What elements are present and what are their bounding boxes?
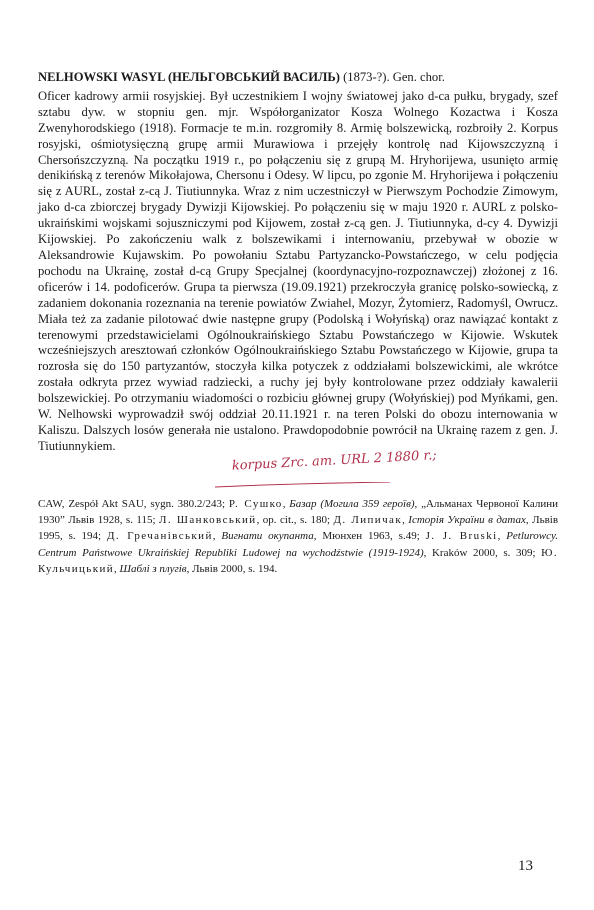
entry-name: NELHOWSKI WASYL (НЕЛЬГОВСЬКИЙ ВАСИЛЬ)	[38, 70, 340, 84]
handwritten-annotation: korpus Zrc. am. URL 2 1880 r.;	[231, 448, 438, 474]
source-author: Р. Сушко	[228, 498, 283, 510]
source-text: , Мюнхен 1963, s.49;	[313, 530, 426, 543]
source-author: Л. Шанковський	[159, 514, 257, 527]
source-text: , „Альманах Червоної Калини 1930” Львів 1928, s. 115;	[38, 498, 558, 527]
source-text: , op. cit., s. 180;	[256, 514, 334, 527]
source-title: Petlurowcy. Centrum Państwowe Ukraińskiej Republiki Ludowej na wychodźstwie (1919-1924)	[38, 530, 559, 559]
sources-section	[38, 496, 558, 577]
biography-entry	[38, 70, 558, 455]
source-title: Історія України в датах	[408, 514, 526, 527]
source-text: , Львів 1995, s. 194;	[38, 514, 559, 543]
annotation-underline	[215, 482, 390, 488]
entry-dates-rank: (1873-?). Gen. chor.	[339, 70, 445, 84]
entry-heading	[38, 70, 558, 86]
source-text: , Львів 2000, s. 194.	[186, 562, 278, 575]
source-author: Ю. Кульчицький	[38, 546, 558, 575]
source-author: J. J. Bruski	[425, 530, 498, 543]
source-text: , Kraków 2000, s. 309;	[423, 546, 542, 559]
source-title: Базар (Могила 359 героїв)	[289, 498, 415, 510]
source-archive: CAW, Zespół Akt SAU, sygn. 380.2/243;	[38, 498, 229, 510]
source-author: Д. Липичак	[333, 514, 403, 527]
source-title: Вигнати окупанта	[221, 530, 314, 543]
entry-body: Oficer kadrowy armii rosyjskiej. Był uczestnikiem I wojny światowej jako d-ca pułku, brygady, szef sztabu dyw. w stopniu gen. mjr. Współorganizator Kosza Wolnego Kozactwa i Kosza Zwenyhorodskiego (1918). Formacje te m.in. rozgromiły 8. Armię bolszewicką, rozbroiły 2. Korpus rosyjski, ośmiotysięczną grupę armii Murawiowa i przejęły kontrolę nad Kijowszczyzną i Chersońszczyzną. Na początku 1919 r., po połączeniu się z grupą M. Hryhorijewa, usunięto armię denikińską z terenów Mikołajowa, Chersonu i Odesy. W lipcu, po zgonie M. Hryhorijewa i połączeniu się z AURL, został z-cą J. Tiutiunnyka. Wraz z nim uczestniczył w Pierwszym Pochodzie Zimowym, jako d-ca zbiorczej brygady Dywizji Kijowskiej. Po połączeniu się w maju 1920 r. AURL z polsko-ukraińskimi wojskami sojuszniczymi pod Kijowem, został z-cą gen. J. Tiutiunnyka, d-cy 4. Dywizji Kijowskiej. Po zakończeniu walk z bolszewikami i internowaniu, przebywał w obozie w Aleksandrowie Kujawskim. Po powołaniu Sztabu Partyzancko-Powstańczego, w celu podjęcia pochodu na Ukrainę, został d-cą Grupy Specjalnej (koordynacyjno-rozpoznawczej) złożonej z 16. oficerów i 14. podoficerów. Grupa ta pierwsza (19.09.1921) przekroczyła granicę polsko-sowiecką, z zadaniem dokonania rozeznania na terenie powiatów Zwiahel, Mozyr, Żytomierz, Radomyśl, Owrucz. Miała też za zadanie pilotować dwie następne grupy (Podolską i Wołyńską) oraz nawiązać kontakt z terenowymi przedstawicielami Ogólnoukraińskiego Sztabu Powstańczego w Kijowie. Wskutek wcześniejszych aresztowań członków Ogólnoukraińskiego Sztabu Powstańczego w Kijowie, grupa ta rozrosła się do 150 partyzantów, stoczyła kilka potyczek z oddziałami bolszewickimi, ale wkrótce została odkryta przez wywiad radziecki, a ruchy jej były kontrolowane przez oddziały kawalerii bolszewickiej. Po otrzymaniu wiadomości o rozbiciu głównej grupy (Wołyńskiej) pod Myńkami, gen. W. Nelhowski wyprowadził swój oddział 20.11.1921 r. na teren Polski do obozu internowania w Kaliszu. Dalszych losów generała nie ustalono. Prawdopodobnie powrócił na Ukrainę razem z gen. J. Tiutiunnykiem.	[38, 88, 558, 453]
source-title: Шаблі з плугів	[119, 562, 187, 575]
source-author: Д. Гречанівський	[106, 530, 213, 543]
page-number: 13	[518, 858, 533, 874]
sources-text: CAW, Zespół Akt SAU, sygn. 380.2/243; Р. Сушко, Базар (Могила 359 героїв), „Альманах Червоної Калини 1930” Львів 1928, s. 115; Л. Шанковський, op. cit., s. 180; Д. Липичак, Історія України в датах, Львів 1995, s. 194; Д. Гречанівський, Вигнати окупанта, Мюнхен 1963, s.49; J. J. Bruski, Petlurowcy. Centrum Państwowe Ukraińskiej Republiki Ludowej na wychodźstwie (1919-1924), Kraków 2000, s. 309; Ю. Кульчицький, Шаблі з плугів, Львів 2000, s. 194.	[38, 498, 559, 575]
